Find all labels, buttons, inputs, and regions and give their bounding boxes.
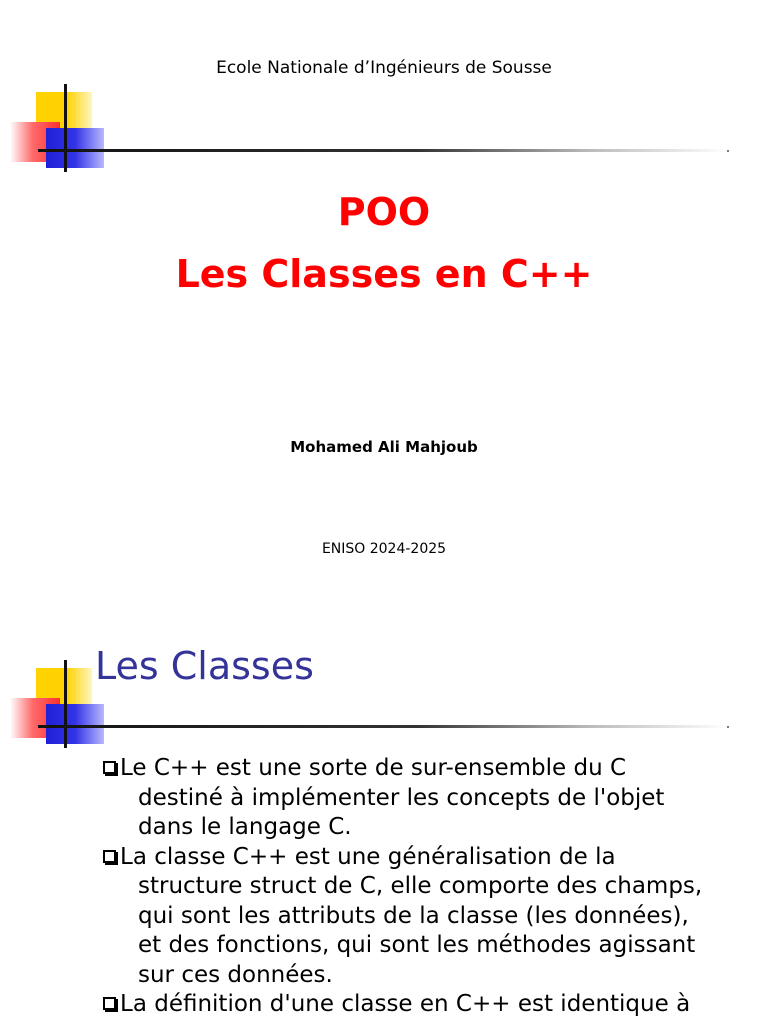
corner-squares-logo xyxy=(0,668,110,778)
logo-vertical-line xyxy=(64,660,67,748)
bullet-line: destiné à implémenter les concepts de l'objet xyxy=(138,784,665,811)
bullet-line: et des fonctions, qui sont les méthodes agissant xyxy=(138,932,696,958)
slide-heading: Les Classes xyxy=(95,644,314,688)
slide-title-line2: Les Classes en C++ xyxy=(175,252,593,296)
logo-vertical-line xyxy=(64,84,67,172)
bullet-line: dans le langage C. xyxy=(138,814,352,840)
bullet-item xyxy=(103,990,743,1020)
slide-title-line1: POO xyxy=(337,190,431,234)
blue-square xyxy=(46,704,104,744)
blue-square xyxy=(46,128,104,168)
header-rule xyxy=(38,725,728,728)
corner-squares-logo xyxy=(0,92,110,202)
bullet-line: La définition d'une classe en C++ est identique à xyxy=(120,991,691,1017)
header-rule xyxy=(38,149,728,152)
rule-end-dot xyxy=(727,726,729,728)
content-slide xyxy=(0,600,768,1024)
bullet-line: structure struct de C, elle comporte des champs, xyxy=(138,873,703,899)
bullet-item xyxy=(103,843,743,991)
school-name: Ecole Nationale d’Ingénieurs de Sousse xyxy=(216,58,552,78)
bullet-line: sur ces données. xyxy=(138,961,333,988)
checkbox-bullet-icon xyxy=(103,761,116,774)
bullet-line: Le C++ est une sorte de sur-ensemble du C xyxy=(120,755,627,781)
academic-year: ENISO 2024-2025 xyxy=(321,541,447,557)
rule-end-dot xyxy=(727,150,729,152)
author-name: Mohamed Ali Mahjoub xyxy=(290,438,478,456)
bullet-list xyxy=(103,754,743,1020)
bullet-line: La classe C++ est une généralisation de la xyxy=(120,843,616,870)
checkbox-bullet-icon xyxy=(103,850,116,863)
checkbox-bullet-icon xyxy=(103,997,116,1010)
bullet-line: qui sont les attributs de la classe (les données), xyxy=(138,902,689,929)
bullet-item xyxy=(103,754,743,843)
